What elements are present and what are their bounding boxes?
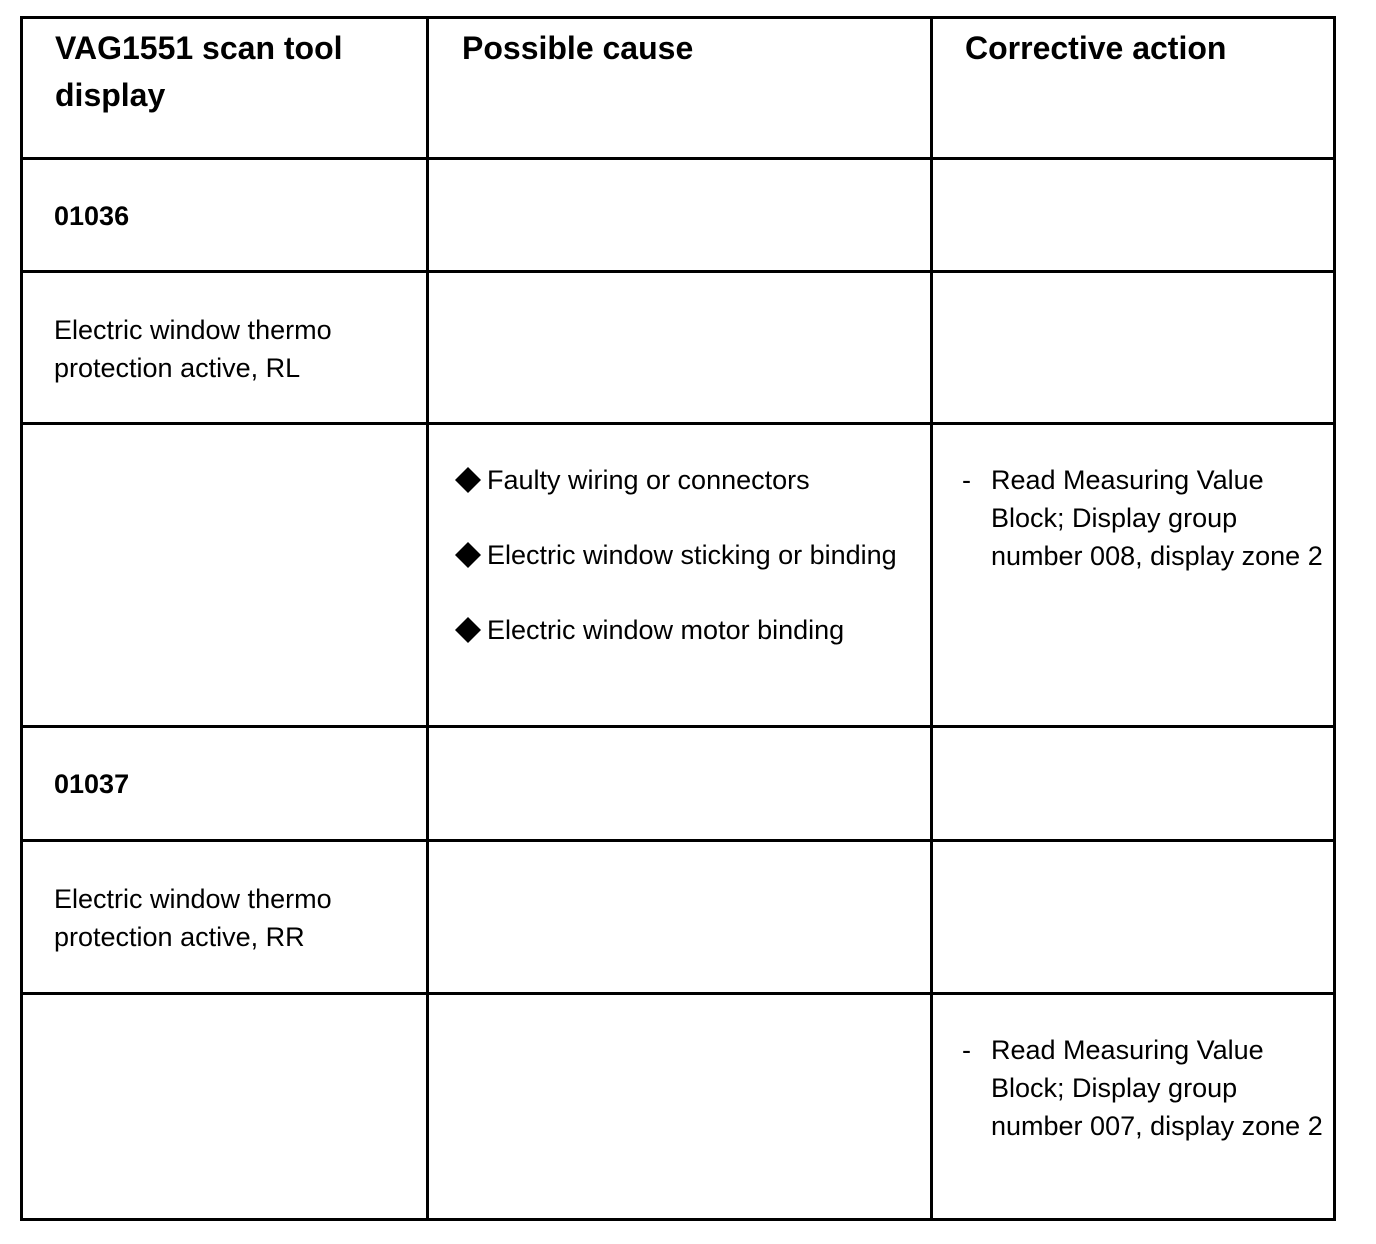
empty-cell bbox=[932, 727, 1335, 841]
empty-cell bbox=[932, 841, 1335, 994]
fault-code: 01036 bbox=[54, 201, 130, 231]
fault-description-cell bbox=[22, 272, 428, 424]
fault-description: Electric window thermo protection active, RL bbox=[54, 315, 332, 383]
table-row bbox=[22, 272, 1335, 424]
cause-list bbox=[429, 425, 930, 649]
empty-cell bbox=[428, 841, 932, 994]
empty-cell bbox=[22, 994, 428, 1220]
empty-cell bbox=[932, 159, 1335, 272]
action-dash: - bbox=[962, 465, 971, 495]
action-text: Read Measuring Value Block; Display group number 008, display zone 2 bbox=[991, 465, 1323, 571]
table-row bbox=[22, 727, 1335, 841]
corrective-action-cell bbox=[932, 424, 1335, 727]
cause-item: Electric window motor binding bbox=[455, 611, 930, 649]
header-corrective-action: Corrective action bbox=[932, 18, 1335, 159]
diamond-bullet-icon bbox=[455, 467, 481, 493]
diamond-bullet-icon bbox=[455, 542, 481, 568]
table-row bbox=[22, 841, 1335, 994]
table-row bbox=[22, 994, 1335, 1220]
fault-description-cell bbox=[22, 841, 428, 994]
action-dash: - bbox=[962, 1035, 971, 1065]
empty-cell bbox=[428, 994, 932, 1220]
fault-description: Electric window thermo protection active, RR bbox=[54, 884, 332, 952]
empty-cell bbox=[932, 272, 1335, 424]
header-row bbox=[22, 18, 1335, 159]
header-scan-tool-display: VAG1551 scan tool display bbox=[22, 18, 428, 159]
header-possible-cause: Possible cause bbox=[428, 18, 932, 159]
corrective-action-cell bbox=[932, 994, 1335, 1220]
empty-cell bbox=[22, 424, 428, 727]
fault-code-cell bbox=[22, 159, 428, 272]
possible-cause-cell bbox=[428, 424, 932, 727]
empty-cell bbox=[428, 159, 932, 272]
corrective-action bbox=[933, 425, 1333, 575]
fault-table bbox=[20, 16, 1336, 1221]
diamond-bullet-icon bbox=[455, 617, 481, 643]
action-text: Read Measuring Value Block; Display group number 007, display zone 2 bbox=[991, 1035, 1323, 1141]
empty-cell bbox=[428, 272, 932, 424]
cause-item: Electric window sticking or binding bbox=[455, 536, 930, 574]
fault-code-cell bbox=[22, 727, 428, 841]
table-row bbox=[22, 159, 1335, 272]
table-row bbox=[22, 424, 1335, 727]
fault-code: 01037 bbox=[54, 769, 130, 799]
cause-item: Faulty wiring or connectors bbox=[455, 461, 930, 499]
empty-cell bbox=[428, 727, 932, 841]
corrective-action bbox=[933, 995, 1333, 1145]
